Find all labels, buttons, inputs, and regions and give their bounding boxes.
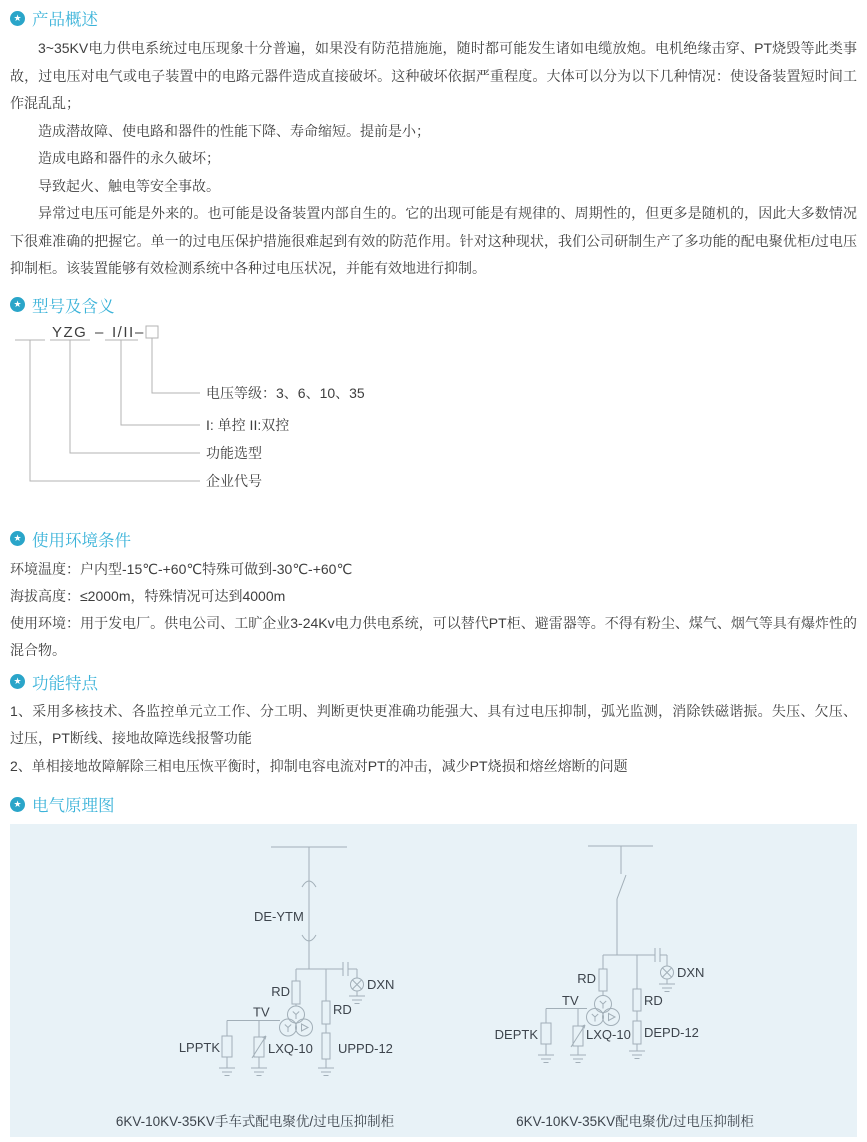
label-rd-main: RD <box>271 984 290 999</box>
label-lpptk: LPPTK <box>178 1040 220 1055</box>
label-uppd-12: UPPD-12 <box>338 1041 393 1056</box>
fuse-symbol-depd <box>633 1021 641 1044</box>
star-circle-icon: ★ <box>10 797 25 812</box>
section-title-schematic: 电气原理图 <box>32 797 115 815</box>
fuse-symbol-rd2 <box>322 1001 330 1024</box>
model-label-function: 功能选型 <box>206 444 262 461</box>
leader-control <box>121 340 200 425</box>
leader-company <box>30 340 200 481</box>
label-rd-main: RD <box>577 971 596 986</box>
ground-symbol <box>659 984 675 992</box>
overview-paragraph: 造成电路和器件的永久破坏； <box>38 150 220 166</box>
fuse-symbol-rd2 <box>633 989 641 1011</box>
section-title-environment: 使用环境条件 <box>32 531 131 550</box>
label-deptk: DEPTK <box>494 1027 538 1042</box>
label-rd-mid: RD <box>333 1002 352 1017</box>
section-header-environment <box>10 529 857 549</box>
left-diagram-caption: 6KV-10KV-35KV手车式配电聚优/过电压抑制柜 <box>115 1114 395 1129</box>
fuse-symbol-rd <box>599 969 607 991</box>
disconnector-blade <box>617 875 626 899</box>
section-header-model <box>10 295 857 315</box>
model-code-middle: I/II <box>112 323 135 341</box>
star-circle-icon: ★ <box>10 674 25 689</box>
star-circle-icon: ★ <box>10 531 25 546</box>
label-dxn: DXN <box>367 977 395 992</box>
environment-line: 使用环境：用于发电厂。供电公司、工旷企业3-24Kv电力供电系统，可以替代PT柜、避雷器等。不得有粉尘、煤气、烟气等具有爆炸性的混合物。 <box>10 614 857 658</box>
section-title-overview: 产品概述 <box>32 11 98 29</box>
ground-symbol <box>570 1055 586 1063</box>
voltage-transformer-symbol <box>280 1006 313 1036</box>
overview-paragraph: 异常过电压可能是外来的。也可能是设备装置内部自生的。它的出现可能是有规律的、周期性的，但更多是随机的，因此大多数情况下很难准确的把握它。单一的过电压保护措施很难起到有效的防范作用。针对这种现状，我们公司研制生产了多功能的配电聚优柜/过电压抑制柜。该装置能够有效检测系统中各种过电压状况，并能有效地进行抑制。 <box>10 205 857 276</box>
environment-lines <box>10 556 857 664</box>
environment-line: 环境温度：户内型-15℃-+60℃特殊可做到-30℃-+60℃ <box>10 560 353 577</box>
section-header-schematic <box>10 794 857 814</box>
feature-item: 2、单相接地故障解除三相电压恢平衡时，抑制电容电流对PT的冲击，减少PT烧损和熔丝熔断的问题 <box>10 757 628 774</box>
model-label-control: I: 单控 II:双控 <box>206 416 290 433</box>
overview-paragraphs <box>10 35 857 283</box>
leader-voltage <box>152 338 200 393</box>
ground-symbol <box>318 1068 334 1076</box>
fuse-symbol-lpptk <box>222 1036 232 1057</box>
overview-paragraph: 导致起火、触电等安全事故。 <box>38 177 220 194</box>
environment-line: 海拔高度：≤2000m，特殊情况可达到4000m <box>10 587 286 604</box>
model-label-voltage: 电压等级：3、6、10、35 <box>206 384 365 401</box>
label-lxq-10: LXQ-10 <box>586 1027 631 1042</box>
model-code-name: YZG <box>52 323 88 341</box>
model-code-box <box>146 326 158 338</box>
overview-paragraph: 3~35KV电力供电系统过电压现象十分普遍，如果没有防范措施施，随时都可能发生诸如电缆放炮。电机绝缘击穿、PT烧毁等此类事故，过电压对电气或电子装置中的电路元器件造成直接破坏。这种破坏依据严重程度。大体可以分为以下几种情况：使设备装置短时间工作混乱乱； <box>10 40 857 111</box>
schematic-panel <box>10 824 857 1137</box>
label-tv: TV <box>253 1004 270 1020</box>
label-rd-mid: RD <box>644 993 663 1008</box>
ground-symbol <box>219 1068 235 1076</box>
lamp-cross <box>352 980 361 989</box>
ground-symbol <box>629 1051 645 1059</box>
label-dxn: DXN <box>677 965 705 980</box>
lamp-cross <box>662 968 671 977</box>
ground-symbol <box>251 1068 267 1076</box>
label-de-ytm: DE-YTM <box>254 909 304 924</box>
leader-function <box>70 340 200 453</box>
fuse-symbol-rd <box>292 981 300 1004</box>
overview-paragraph: 造成潜故障、使电路和器件的性能下降、寿命缩短。提前是小； <box>38 122 430 139</box>
feature-item: 1、采用多核技术、各监控单元立工作、分工明、判断更快更准确功能强大、具有过电压抑制，弧光监测，消除铁磁谐振。失压、欠压、过压，PT断线、接地故障选线报警功能 <box>10 702 857 746</box>
star-circle-icon: ★ <box>10 297 25 312</box>
capacitor-symbol <box>343 962 357 978</box>
section-header-overview <box>10 8 857 28</box>
section-title-features: 功能特点 <box>32 674 98 693</box>
schematic-diagrams <box>10 824 857 1137</box>
ground-symbol <box>538 1055 554 1063</box>
model-code-dash: – <box>95 323 105 341</box>
star-circle-icon: ★ <box>10 11 25 26</box>
fuse-symbol-deptk <box>541 1023 551 1044</box>
model-code-dash: – <box>135 323 145 341</box>
label-tv: TV <box>562 993 579 1008</box>
voltage-transformer-symbol <box>587 996 620 1026</box>
model-label-company: 企业代号 <box>206 472 262 489</box>
model-meaning-diagram <box>10 323 440 499</box>
fuse-symbol-uppd <box>322 1033 330 1059</box>
feature-items <box>10 698 857 781</box>
label-lxq-10: LXQ-10 <box>268 1041 313 1056</box>
label-depd-12: DEPD-12 <box>644 1025 699 1040</box>
section-title-model: 型号及含义 <box>32 297 115 316</box>
section-header-features <box>10 672 857 692</box>
capacitor-symbol <box>655 948 667 966</box>
right-diagram-caption: 6KV-10KV-35KV配电聚优/过电压抑制柜 <box>516 1114 754 1129</box>
